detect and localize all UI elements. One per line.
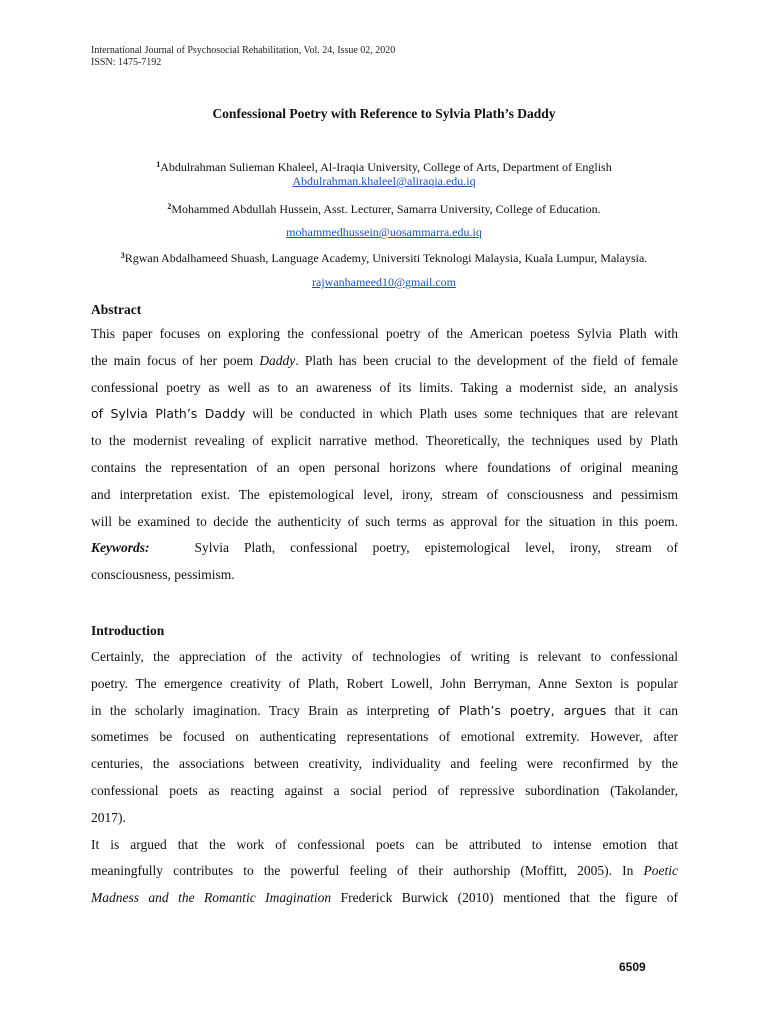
abstract-body — [91, 321, 678, 589]
author-1-email-link[interactable]: Abdulrahman.khaleel@aliraqia.edu.iq — [292, 174, 476, 188]
abstract-line: will be examined to decide the authenticity of such terms as approval for the situation in this poem. — [91, 513, 678, 529]
introduction-line: Madness and the Romantic Imagination Frederick Burwick (2010) mentioned that the figure of — [91, 890, 678, 906]
author-1 — [0, 158, 768, 188]
introduction-line: centuries, the associations between creativity, individuality and feeling were reconfirmed by the — [91, 756, 678, 772]
introduction-line: It is argued that the work of confessional poets can be attributed to intense emotion that — [91, 836, 678, 852]
book-title-part1: Poetic — [643, 863, 678, 879]
author-2-email-row — [0, 225, 768, 239]
author-2 — [0, 200, 768, 216]
journal-issn: ISSN: 1475-7192 — [91, 57, 162, 68]
keywords-list: Sylvia Plath, confessional poetry, epistemological level, irony, stream of — [194, 540, 679, 556]
author-3-email-link[interactable]: rajwanhameed10@gmail.com — [312, 275, 456, 289]
abstract-line: the main focus of her poem Daddy. Plath has been crucial to the development of the field of female — [91, 352, 679, 368]
introduction-line: 2017). — [91, 809, 126, 825]
abstract-line: This paper focuses on exploring the confessional poetry of the American poetess Sylvia Plath with — [91, 326, 678, 341]
introduction-line: poetry. The emergence creativity of Plath, Robert Lowell, John Berryman, Anne Sexton is popular — [91, 675, 678, 691]
abstract-line: confessional poetry as well as to an awareness of its limits. Taking a modernist side, an analysis — [91, 379, 678, 395]
author-2-email-link[interactable]: mohammedhussein@uosammarra.edu.iq — [286, 225, 482, 239]
book-title-part2: Madness and the Romantic Imagination — [91, 890, 332, 906]
keywords-label: Keywords: — [91, 540, 150, 556]
keywords-line — [91, 535, 678, 562]
author-2-affiliation: Mohammed Abdullah Hussein, Asst. Lecturer, Samarra University, College of Education. — [171, 202, 601, 216]
keywords-line: consciousness, pessimism. — [91, 567, 235, 583]
author-1-affiliation: Abdulrahman Sulieman Khaleel, Al-Iraqia University, College of Arts, Department of English — [160, 160, 612, 174]
introduction-line: meaningfully contributes to the powerful feeling of their authorship (Moffitt, 2005). In Poetic — [91, 863, 678, 879]
abstract-line: to the modernist revealing of explicit narrative method. Theoretically, the techniques used by Plath — [91, 433, 678, 449]
abstract-line: contains the representation of an open personal horizons where foundations of original meaning — [91, 459, 678, 475]
introduction-line: sometimes be focused on authenticating representations of emotional extremity. However, after — [91, 729, 678, 745]
introduction-line: confessional poets as reacting against a social period of repressive subordination (Takolander, — [91, 782, 678, 798]
paper-title: Confessional Poetry with Reference to Sylvia Plath’s Daddy — [212, 106, 556, 121]
author-3-email-row — [0, 275, 768, 289]
author-3-number: 3 — [120, 251, 125, 260]
abstract-line: and interpretation exist. The epistemological level, irony, stream of consciousness and pessimism — [91, 486, 678, 502]
introduction-heading: Introduction — [91, 623, 165, 638]
introduction-line: in the scholarly imagination. Tracy Brain as interpreting of Plath’s poetry, argues that it can — [91, 702, 679, 718]
author-3 — [0, 249, 768, 265]
introduction-line: Certainly, the appreciation of the activity of technologies of writing is relevant to confessional — [91, 649, 678, 664]
author-1-number: 1 — [156, 160, 161, 169]
author-2-number: 2 — [167, 202, 172, 211]
abstract-line: of Sylvia Plath’s Daddy will be conducted in which Plath uses some techniques that are relevant — [91, 406, 678, 422]
page-number: 6509 — [619, 960, 646, 974]
introduction-body — [91, 644, 678, 912]
journal-header — [91, 45, 395, 69]
author-3-affiliation: Rgwan Abdalhameed Shuash, Language Academy, Universiti Teknologi Malaysia, Kuala Lumpur, Malaysia. — [124, 251, 648, 265]
poem-title-daddy: Daddy — [259, 352, 296, 368]
abstract-heading: Abstract — [91, 302, 142, 317]
journal-citation: International Journal of Psychosocial Rehabilitation, Vol. 24, Issue 02, 2020 — [91, 45, 396, 56]
